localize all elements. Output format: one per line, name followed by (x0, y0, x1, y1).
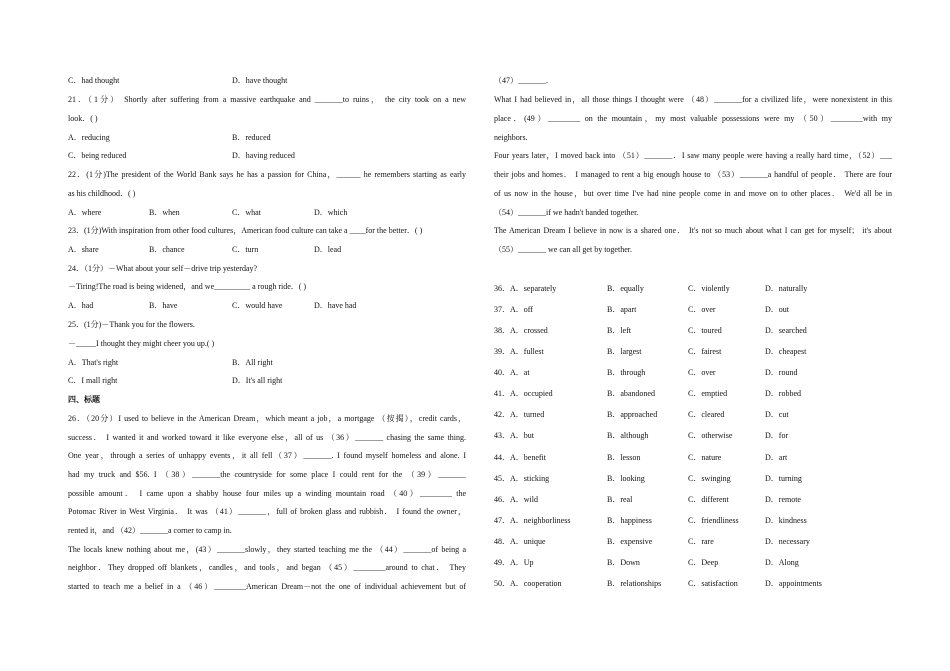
option-d[interactable]: D．turning (765, 474, 802, 483)
choice-row (494, 495, 894, 505)
option-a[interactable]: A．sticking (510, 474, 550, 483)
option-b[interactable]: B．Down (607, 558, 640, 567)
passage-line: place．(49）________ on the mountain，my most valuable possessions were my （50）________with my (494, 114, 892, 123)
question-number: 49． (494, 558, 510, 567)
option-a[interactable]: A．crossed (510, 326, 548, 335)
option-b[interactable]: B．relationships (607, 579, 662, 588)
option-d[interactable]: D．cheapest (765, 347, 807, 356)
passage-line: One year，through a series of unhappy events，it all fell（37）_______. I found myself homeless and alone. I (68, 451, 466, 460)
option-c[interactable]: C．turn (232, 245, 259, 254)
option-b[interactable]: B．equally (607, 284, 644, 293)
option-d[interactable]: D．have had (314, 301, 357, 310)
option-b[interactable]: B．apart (607, 305, 637, 314)
question-number: 38． (494, 326, 510, 335)
option-c[interactable]: C．over (688, 368, 716, 377)
option-d[interactable]: D．lead (314, 245, 342, 254)
choice-row (494, 431, 894, 441)
passage-line: neighbors. (494, 133, 528, 142)
option-c[interactable]: C．Deep (688, 558, 719, 567)
option-b[interactable]: B．looking (607, 474, 645, 483)
option-a[interactable]: A．benefit (510, 453, 546, 462)
option-c[interactable]: C．being reduced (68, 151, 127, 160)
option-b[interactable]: B．happiness (607, 516, 652, 525)
question-number: 40． (494, 368, 510, 377)
option-a[interactable]: A．neighborliness (510, 516, 571, 525)
option-c[interactable]: C．would have (232, 301, 283, 310)
passage-line: （55）_______ we can all get by together. (494, 245, 632, 254)
choice-row (494, 410, 894, 420)
option-a[interactable]: A．separately (510, 284, 557, 293)
question-number: 39． (494, 347, 510, 356)
question-number: 36． (494, 284, 510, 293)
option-d[interactable]: D．kindness (765, 516, 807, 525)
passage-line: 26．（20分）I used to believe in the American Dream，which meant a job，a mortgage （按揭），credit cards， (68, 414, 466, 423)
option-c[interactable]: C．fairest (688, 347, 722, 356)
option-d[interactable]: D．naturally (765, 284, 808, 293)
option-d[interactable]: D．searched (765, 326, 807, 335)
option-c[interactable]: C．emptied (688, 389, 728, 398)
q23-stem: 23．(1分)With inspiration from other food cultures，American food culture can take a ____for the better．( ) (68, 226, 423, 235)
q25-options-ab (68, 358, 468, 368)
question-number: 46． (494, 495, 510, 504)
passage-line: of us now in the house，but over time I've had nine people come in and move on to other places． We'd all be in (494, 189, 892, 198)
option-b[interactable]: B．left (607, 326, 631, 335)
question-number: 47． (494, 516, 510, 525)
option-a[interactable]: A．had (68, 301, 94, 310)
option-a[interactable]: A．off (510, 305, 533, 314)
question-number: 41． (494, 389, 510, 398)
option-c[interactable]: C．had thought (68, 76, 120, 85)
option-a[interactable]: A．cooperation (510, 579, 562, 588)
option-c[interactable]: C．I mall right (68, 376, 118, 385)
option-c[interactable]: C．nature (688, 453, 722, 462)
option-a[interactable]: A．That's right (68, 358, 119, 367)
q25-options-cd (68, 376, 468, 386)
choice-row (494, 579, 894, 589)
q21-stem: 21．（1分） Shortly after suffering from a massive earthquake and _______to ruins， the city took on a new (68, 95, 466, 104)
option-b[interactable]: B．through (607, 368, 646, 377)
section-heading: 四、标题 (68, 395, 100, 404)
q22-stem: 22．(1分)The president of the World Bank says he has a passion for China，______ he remembers starting as early (68, 170, 466, 179)
option-d[interactable]: D．remote (765, 495, 801, 504)
option-d[interactable]: D．having reduced (232, 151, 295, 160)
option-b[interactable]: B．real (607, 495, 633, 504)
option-a[interactable]: A．at (510, 368, 530, 377)
passage-line: Potomac River in West Virginia． It was （41）_______，full of broken glass and rubbish． I found the owner， (68, 507, 466, 516)
q24-options (68, 301, 468, 311)
option-a[interactable]: A．turned (510, 410, 545, 419)
choice-row (494, 474, 894, 484)
option-d[interactable]: D．out (765, 305, 789, 314)
passage-line: （54）_______if we hadn't banded together. (494, 208, 639, 217)
choice-row (494, 368, 894, 378)
q25-stem: 25．(1分)－Thank you for the flowers. (68, 320, 195, 329)
question-number: 43． (494, 431, 510, 440)
option-b[interactable]: B．have (149, 301, 178, 310)
q20-options (68, 76, 468, 86)
option-a[interactable]: A．unique (510, 537, 546, 546)
option-b[interactable]: B．largest (607, 347, 642, 356)
option-c[interactable]: C．what (232, 208, 261, 217)
choice-row (494, 284, 894, 294)
passage-line: success． I wanted it and worked toward it like everyone else，all of us （36）_______ chasing the same thing. (68, 433, 466, 442)
option-b[interactable]: B．abandoned (607, 389, 655, 398)
option-b[interactable]: B．expensive (607, 537, 653, 546)
option-c[interactable]: C．friendliness (688, 516, 739, 525)
passage-line: （47）_______. (494, 76, 548, 85)
option-a[interactable]: A．where (68, 208, 102, 217)
option-b[interactable]: B．All right (232, 358, 273, 367)
option-d[interactable]: D．Along (765, 558, 799, 567)
option-d[interactable]: D．which (314, 208, 348, 217)
question-number: 48． (494, 537, 510, 546)
option-d[interactable]: D．robbed (765, 389, 801, 398)
question-number: 42． (494, 410, 510, 419)
option-b[interactable]: B．approached (607, 410, 658, 419)
passage-line: neighbor．They dropped off blankets，candles，and tools，and began （45）________around to chat． They (68, 563, 466, 572)
question-number: 44． (494, 453, 510, 462)
option-c[interactable]: C．over (688, 305, 716, 314)
passage-line: The American Dream I believe in now is a shared one． It's not so much about what I can get for myself； it's about (494, 226, 892, 235)
option-c[interactable]: C．otherwise (688, 431, 733, 440)
option-a[interactable]: A．Up (510, 558, 534, 567)
passage-line: had my truck and $56. I （38）_______the countryside for some place I could rent for the （39）_______ (68, 470, 466, 479)
choice-row (494, 305, 894, 315)
q21-options-cd (68, 151, 468, 161)
question-number: 50． (494, 579, 510, 588)
option-d[interactable]: D．for (765, 431, 789, 440)
option-d[interactable]: D．have thought (232, 76, 288, 85)
passage-line: possible amount． I came upon a shabby house four miles up a winding mountain road （40）________ the (68, 489, 466, 498)
option-a[interactable]: A．reducing (68, 133, 110, 142)
option-c[interactable]: C．toured (688, 326, 722, 335)
choice-row (494, 326, 894, 336)
passage-line: What I had believed in，all those things I thought were （48）_______for a civilized life，were nonexistent in this (494, 95, 892, 104)
option-a[interactable]: A．wild (510, 495, 538, 504)
q22-stem-cont: as his childhood．( ) (68, 189, 136, 198)
choice-row (494, 347, 894, 357)
option-d[interactable]: D．art (765, 453, 788, 462)
q24-stem-cont: －Tiring!The road is being widened，and we_________ a rough ride．( ) (68, 282, 307, 291)
q21-stem-cont: look．( ) (68, 114, 98, 123)
option-c[interactable]: C．violently (688, 284, 730, 293)
passage-line: their jobs and homes． I managed to rent a big enough house to （53）_______a handful of people． There are four (494, 170, 892, 179)
option-c[interactable]: C．rare (688, 537, 714, 546)
passage-line: Four years later，I moved back into （51）_______．I saw many people were having a really hard time，（52）___ (494, 151, 892, 160)
q25-stem-cont: －_____I thought they might cheer you up.( ) (68, 339, 215, 348)
option-d[interactable]: D．It's all right (232, 376, 283, 385)
q21-options-ab (68, 133, 468, 143)
option-b[interactable]: B．when (149, 208, 180, 217)
option-b[interactable]: B．although (607, 431, 649, 440)
option-a[interactable]: A．but (510, 431, 534, 440)
choice-row (494, 389, 894, 399)
option-d[interactable]: D．round (765, 368, 798, 377)
option-d[interactable]: D．appointments (765, 579, 822, 588)
q22-options (68, 208, 468, 218)
option-a[interactable]: A．occupied (510, 389, 553, 398)
q23-options (68, 245, 468, 255)
question-number: 37． (494, 305, 510, 314)
choice-row (494, 453, 894, 463)
question-number: 45． (494, 474, 510, 483)
option-c[interactable]: C．swinging (688, 474, 731, 483)
option-d[interactable]: D．cut (765, 410, 789, 419)
choice-row (494, 516, 894, 526)
passage-line: The locals knew nothing about me，(43）_______slowly，they started teaching me the （44）_______of being a (68, 545, 466, 554)
option-a[interactable]: A．fullest (510, 347, 544, 356)
passage-line: rented it，and （42）_______a corner to camp in. (68, 526, 232, 535)
choice-row (494, 558, 894, 568)
option-c[interactable]: C．satisfaction (688, 579, 738, 588)
option-b[interactable]: B．lesson (607, 453, 641, 462)
choice-row (494, 537, 894, 547)
option-c[interactable]: C．cleared (688, 410, 725, 419)
option-a[interactable]: A．share (68, 245, 99, 254)
passage-line: started to teach me a belief in a （46）________American Dream－not the one of individual achievement but of (68, 582, 466, 591)
option-b[interactable]: B．chance (149, 245, 185, 254)
option-c[interactable]: C．different (688, 495, 729, 504)
q24-stem: 24．（1分）－What about your self－drive trip yesterday? (68, 264, 258, 273)
option-d[interactable]: D．necessary (765, 537, 810, 546)
option-b[interactable]: B．reduced (232, 133, 271, 142)
